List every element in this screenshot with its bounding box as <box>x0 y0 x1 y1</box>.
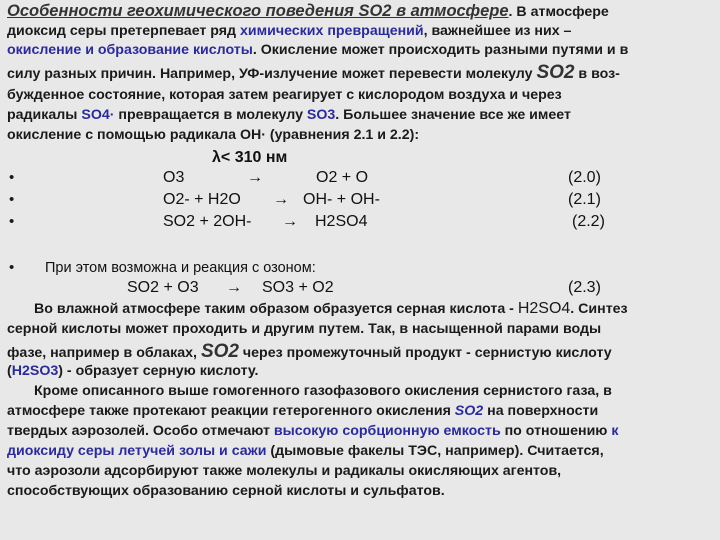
text-line-5: бужденное состояние, которая затем реагирует с кислородом воздуха и через <box>7 87 562 103</box>
equation-number: (2.1) <box>568 191 601 208</box>
arrow-icon: → <box>282 213 298 230</box>
slide-title: Особенности геохимического поведения SO2 в атмосфере <box>7 2 509 20</box>
text-span: радикалы <box>7 107 82 123</box>
equation-right: H2SO4 <box>315 213 368 230</box>
text-span: . Окисление может происходить разными путями и в <box>252 42 629 58</box>
bullet-icon: • <box>9 213 15 230</box>
text-line-3 <box>7 41 628 59</box>
text-span: диоксид серы претерпевает ряд <box>7 23 240 39</box>
text-span: твердых аэрозолей. Особо отмечают <box>7 423 274 439</box>
text-line: серной кислоты может проходить и другим путем. Так, в насыщенной парами воды <box>7 321 602 337</box>
text-line <box>7 402 598 420</box>
formula-so2: SO2 <box>200 341 239 362</box>
formula-h2so3: H2SO3 <box>11 363 59 379</box>
equation-left: SO2 + O3 <box>127 279 199 296</box>
text-line-1 <box>7 2 609 21</box>
text-line: что аэрозоли адсорбируют также молекулы и радикалы окисляющих агентов, <box>7 463 562 479</box>
text-span: на поверхности <box>483 403 599 419</box>
text-span: . Большее значение все же имеет <box>335 107 571 123</box>
text-line <box>7 422 618 440</box>
text-span: силу разных причин. Например, УФ-излучение может перевести молекулу <box>7 66 537 82</box>
text-line-2 <box>7 22 571 40</box>
equation-right: O2 + O <box>316 169 369 186</box>
bullet-icon: • <box>9 191 15 208</box>
ozone-intro: При этом возможна и реакция с озоном: <box>45 260 316 276</box>
formula-so2: SO2 <box>536 62 575 83</box>
text-span: . В атмосфере <box>508 4 609 20</box>
equation-left: SO2 + 2OH- <box>163 213 252 230</box>
text-span: (дымовые факелы ТЭС, например). Считается, <box>266 443 604 459</box>
equation-right: SO3 + O2 <box>262 279 334 296</box>
text-span: по отношению <box>500 423 612 439</box>
formula-so2: SO2 <box>454 403 484 419</box>
arrow-icon: → <box>273 191 289 208</box>
text-span: через промежуточный продукт - сернистую кислоту <box>238 345 612 361</box>
formula-so3: SO3 <box>306 107 336 123</box>
formula-so4: SO4· <box>81 107 115 123</box>
equation-left: O2- + H2O <box>163 191 241 208</box>
text-line <box>7 362 258 380</box>
highlight-text: к <box>611 423 619 439</box>
wavelength-condition: λ< 310 нм <box>212 149 288 166</box>
text-line-4 <box>7 64 620 83</box>
text-span: атмосфере также протекают реакции гетерогенного окисления <box>7 403 455 419</box>
arrow-icon: → <box>226 279 242 296</box>
text-span: . Синтез <box>570 301 628 317</box>
text-span: Во влажной атмосфере таким образом образуется серная кислота - <box>34 301 518 317</box>
bullet-icon: • <box>9 259 15 276</box>
equation-right: OH- + OH- <box>303 191 380 208</box>
text-line-7: окисление с помощью радикала OH· (уравнения 2.1 и 2.2): <box>7 127 420 143</box>
text-line-6 <box>7 106 571 124</box>
text-span: в воз- <box>574 66 620 82</box>
highlight-text: окисление и образование кислоты <box>7 42 253 58</box>
equation-left: O3 <box>163 169 185 186</box>
text-span: превращается в молекулу <box>114 107 307 123</box>
text-line <box>34 300 628 318</box>
equation-number: (2.0) <box>568 169 601 186</box>
highlight-text: химических превращений <box>240 23 424 39</box>
highlight-text: диоксиду серы летучей золы и сажи <box>7 443 267 459</box>
bullet-icon: • <box>9 169 15 186</box>
text-line: Кроме описанного выше гомогенного газофазового окисления сернистого газа, в <box>34 383 612 399</box>
text-span: , важнейшее из них – <box>423 23 572 39</box>
text-span: ) - образует серную кислоту. <box>58 363 259 379</box>
arrow-icon: → <box>247 169 263 186</box>
text-line <box>7 343 612 362</box>
formula-h2so4: H2SO4 <box>517 300 571 317</box>
highlight-text: высокую сорбционную емкость <box>273 423 501 439</box>
text-span: ( <box>7 363 12 379</box>
text-line <box>7 442 604 460</box>
equation-number: (2.3) <box>568 279 601 296</box>
equation-number: (2.2) <box>572 213 605 230</box>
text-line: способствующих образованию серной кислоты и сульфатов. <box>7 483 445 499</box>
text-span: фазе, например в облаках, <box>7 345 201 361</box>
